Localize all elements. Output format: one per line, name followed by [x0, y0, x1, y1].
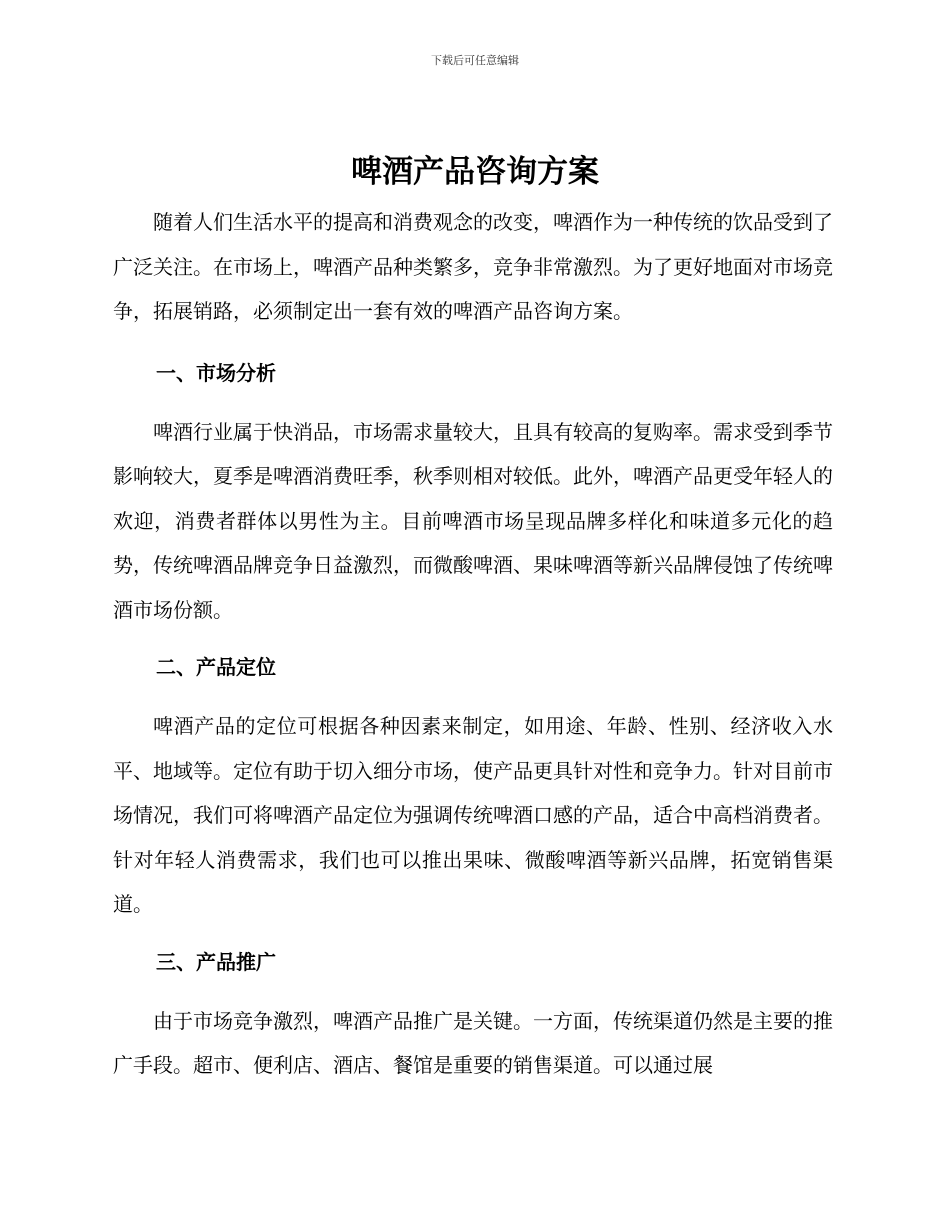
- intro-paragraph: 随着人们生活水平的提高和消费观念的改变，啤酒作为一种传统的饮品受到了广泛关注。在市场上，啤酒产品种类繁多，竞争非常激烈。为了更好地面对市场竞争，拓展销路，必须制定出一套有效的啤酒产品咨询方案。: [113, 210, 833, 323]
- page-header: 下载后可任意编辑: [431, 54, 519, 67]
- section-paragraph-product-promotion: 由于市场竞争激烈，啤酒产品推广是关键。一方面，传统渠道仍然是主要的推广手段。超市、便利店、酒店、餐馆是重要的销售渠道。可以通过展: [113, 1008, 833, 1077]
- document-body: [113, 200, 833, 1088]
- section-heading-market-analysis: 一、市场分析: [156, 360, 276, 385]
- section-heading-product-promotion: 三、产品推广: [156, 949, 276, 974]
- section-paragraph-product-positioning: 啤酒产品的定位可根据各种因素来制定，如用途、年龄、性别、经济收入水平、地域等。定位有助于切入细分市场，使产品更具针对性和竞争力。针对目前市场情况，我们可将啤酒产品定位为强调传统啤酒口感的产品，适合中高档消费者。针对年轻人消费需求，我们也可以推出果味、微酸啤酒等新兴品牌，拓宽销售渠道。: [113, 714, 833, 916]
- section-paragraph-market-analysis: 啤酒行业属于快消品，市场需求量较大，且具有较高的复购率。需求受到季节影响较大，夏季是啤酒消费旺季，秋季则相对较低。此外，啤酒产品更受年轻人的欢迎，消费者群体以男性为主。目前啤酒市场呈现品牌多样化和味道多元化的趋势，传统啤酒品牌竞争日益激烈，而微酸啤酒、果味啤酒等新兴品牌侵蚀了传统啤酒市场份额。: [113, 419, 833, 622]
- section-heading-product-positioning: 二、产品定位: [156, 655, 276, 679]
- document-title: 啤酒产品咨询方案: [351, 154, 599, 190]
